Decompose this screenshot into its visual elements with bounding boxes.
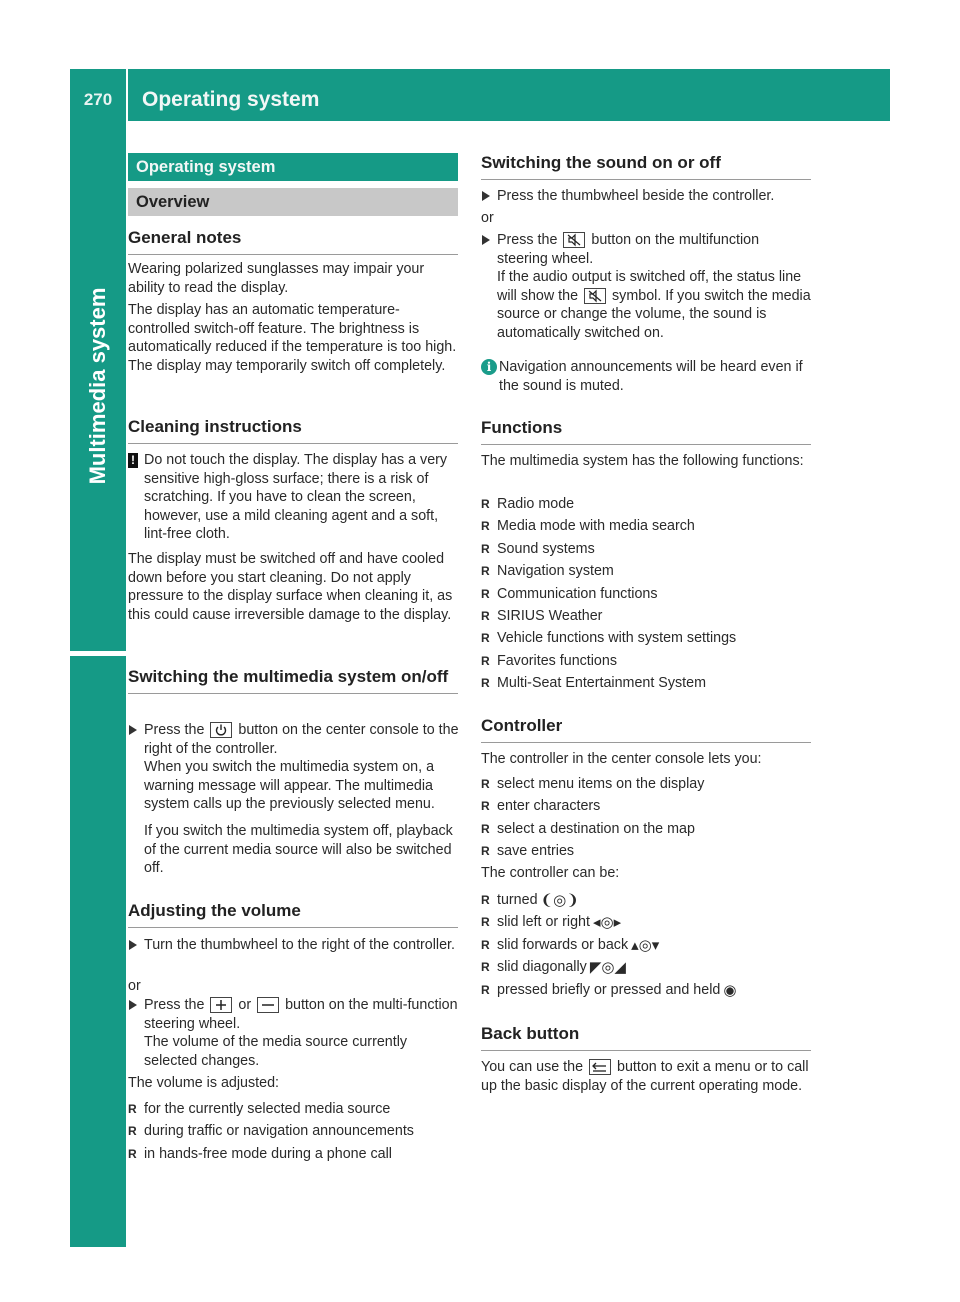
list-item: R Vehicle functions with system settings [481,627,813,649]
back-button-text [481,1058,813,1095]
list-item: R select a destination on the map [481,818,813,840]
bullet-icon: R [481,564,490,579]
sound-step2-a: Press the [497,232,558,248]
step-arrow-icon [129,940,137,950]
list-item: R enter characters [481,795,813,817]
heading-general-notes: General notes [128,227,458,255]
volume-step2-or: or [238,997,252,1013]
heading-back-button: Back button [481,1023,811,1051]
controller-press-icon: ◉ [723,981,737,999]
bullet-icon: R [481,821,490,836]
sound-or: or [481,210,494,226]
bullet-icon: R [128,1124,137,1139]
heading-volume: Adjusting the volume [128,900,458,928]
step-arrow-icon [129,1000,137,1010]
bullet-icon: R [481,799,490,814]
mute-key-icon [563,232,585,248]
cleaning-p1: The display must be switched off and have cooled down before you start cleaning. Do not apply pressure to the display surface when cleaning it, as this could cause irreversible damage to the display. [128,551,453,623]
plus-key-icon [210,997,232,1013]
bullet-icon: R [481,915,490,930]
bullet-icon: R [481,893,490,907]
bullet-icon: R [481,937,490,952]
controller-slide-lr-icon: ◂◎▸ [592,914,622,932]
warning-icon: ! [128,453,138,468]
bullet-icon: R [481,631,490,646]
bullet-icon: R [128,1146,137,1161]
heading-switching: Switching the multimedia system on/off [128,666,458,694]
bullet-icon: R [481,608,490,623]
list-item: R Media mode with media search [481,515,813,537]
back-text-a: You can use the [481,1059,584,1075]
switching-step-a: Press the [144,722,205,738]
heading-sound: Switching the sound on or off [481,152,811,180]
switching-step [128,721,460,758]
controller-slide-diag-icon: ◤◎◢ [589,959,626,977]
list-item: R Radio mode [481,493,813,515]
volume-step1-text: Turn the thumbwheel to the right of the controller. [144,937,455,953]
bullet-icon: R [128,1102,137,1116]
controller-can-be: The controller can be: [481,865,620,881]
subsection-bar: Overview [128,188,458,216]
sound-step2 [481,231,813,268]
heading-functions: Functions [481,417,811,445]
heading-controller: Controller [481,715,811,743]
bullet-icon: R [481,982,490,997]
sound-result-a: If the audio output is switched off, the status line will show the [497,269,802,304]
volume-step2-b: button on the multi-function steering wheel. [144,997,458,1032]
side-section-tab [70,121,126,651]
section-bar: Operating system [128,153,458,181]
volume-list [128,1098,460,1165]
list-item: R turned ❨◎❩ [481,889,813,911]
list-item: R slid left or right ◂◎▸ [481,911,813,933]
controller-slide-fb-icon: ▴◎▾ [631,936,660,954]
list-item: R save entries [481,840,813,862]
general-notes-p1: Wearing polarized sunglasses may impair your ability to read the display. [128,261,425,296]
cleaning-warning [128,451,460,544]
power-key-icon [210,722,232,738]
side-strip-gap [70,651,126,656]
page-number: 270 [83,90,113,109]
list-item: R Sound systems [481,538,813,560]
list-item: R select menu items on the display [481,773,813,795]
volume-step1 [128,936,460,955]
controller-uses-list [481,773,813,863]
back-key-icon [589,1059,611,1075]
sound-result-b: symbol. If you switch the media source or change the volume, the sound is automatically switched on. [497,287,811,341]
bullet-icon: R [481,844,490,859]
bullet-icon: R [481,676,490,691]
list-item: R Communication functions [481,583,813,605]
sound-info-text: Navigation announcements will be heard even if the sound is muted. [499,359,803,394]
controller-intro: The controller in the center console lets you: [481,751,762,767]
list-item: R SIRIUS Weather [481,605,813,627]
page-header [70,69,890,121]
sound-result [481,268,813,342]
bullet-icon: R [481,777,490,791]
mute-symbol-icon [584,288,606,304]
step-arrow-icon [482,191,490,201]
volume-or: or [128,978,141,994]
volume-step2 [128,996,460,1033]
list-item: R pressed briefly or pressed and held ◉ [481,979,813,1001]
list-item: R Navigation system [481,560,813,582]
switching-result2: If you switch the multimedia system off, playback of the current media source will also be switched off. [144,823,453,876]
bullet-icon: R [481,653,490,668]
switching-step-b: button on the center console to the right of the controller. [144,722,459,757]
switching-result1: When you switch the multimedia system on, a warning message will appear. The multimedia system calls up the previously selected menu. [144,759,435,812]
volume-adjusted: The volume is adjusted: [128,1075,279,1091]
cleaning-warning-text: Do not touch the display. The display has a very sensitive high-gloss surface; there is a risk of scratching. If you have to clean the screen, however, use a mild cleaning agent and a soft, lint-free cloth. [144,452,448,542]
list-item: R during traffic or navigation announcements [128,1120,460,1142]
side-section-label: Multimedia system [85,287,110,485]
heading-cleaning: Cleaning instructions [128,416,458,444]
sound-step1 [481,187,813,206]
bullet-icon: R [481,960,490,975]
functions-list [481,493,813,695]
list-item: R slid diagonally ◤◎◢ [481,956,813,978]
list-item: R slid forwards or back ▴◎▾ [481,934,813,956]
controller-moves-list [481,889,813,1001]
sound-info [481,358,813,395]
controller-turn-icon: ❨◎❩ [540,892,579,909]
back-text-b: button to exit a menu or to call up the basic display of the current operating mode. [481,1059,809,1094]
list-item: R for the currently selected media source [128,1098,460,1120]
list-item: R Favorites functions [481,650,813,672]
list-item: R in hands-free mode during a phone call [128,1143,460,1165]
volume-step2-a: Press the [144,997,205,1013]
header-divider [126,69,128,121]
bullet-icon: R [481,497,490,511]
bullet-icon: R [481,541,490,556]
step-arrow-icon [129,725,137,735]
info-icon: i [481,359,497,375]
page-title: Operating system [142,88,320,111]
step-arrow-icon [482,235,490,245]
volume-step2-result: The volume of the media source currently selected changes. [144,1034,408,1069]
list-item: R Multi-Seat Entertainment System [481,672,813,694]
bullet-icon: R [481,586,490,601]
sound-step2-b: button on the multifunction steering wheel. [497,232,760,267]
general-notes-p2: The display has an automatic temperature-controlled switch-off feature. The brightness is automatically reduced if the temperature is too high. The display may temporarily switch off completely. [128,302,457,374]
functions-intro: The multimedia system has the following functions: [481,453,804,469]
bullet-icon: R [481,519,490,534]
minus-key-icon [257,997,279,1013]
sound-step1-text: Press the thumbwheel beside the controller. [497,188,775,204]
